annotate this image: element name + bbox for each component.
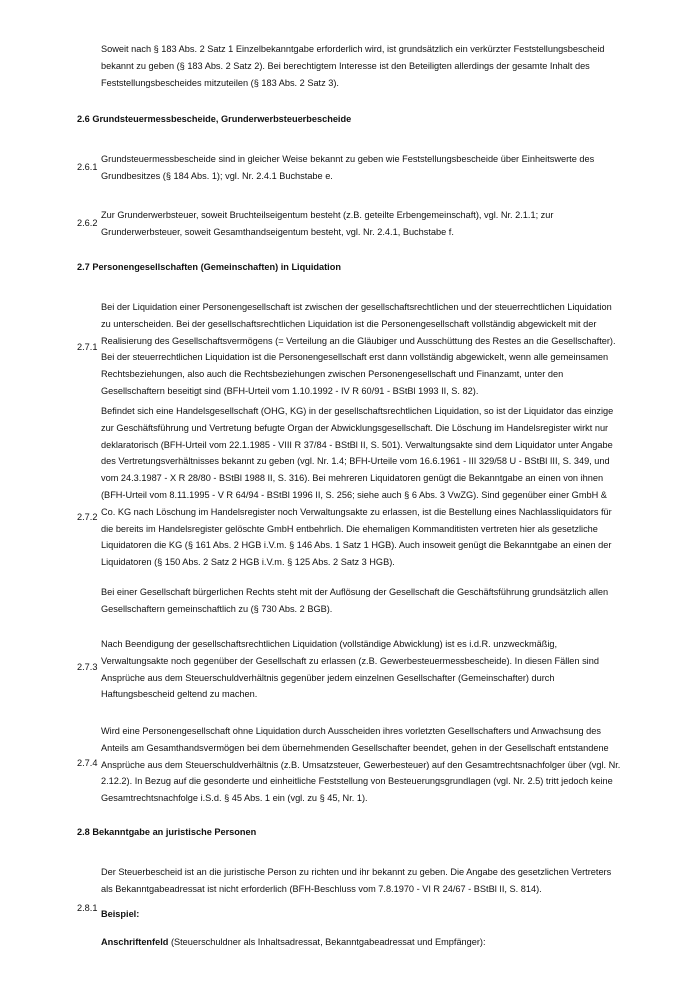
paragraph-2-7-2b: Bei einer Gesellschaft bürgerlichen Rechts steht mit der Auflösung der Gesellschaft die Geschäftsführung grundsätzlich allen Gesellschaftern gemeinschaftlich zu (§ 730 Abs. 2 BGB). [101, 587, 609, 614]
number-2-6-2: 2.6.2 [77, 218, 98, 228]
number-2-6-1: 2.6.1 [77, 162, 98, 172]
address-field-description: (Steuerschuldner als Inhaltsadressat, Bekanntgabeadressat und Empfänger): [168, 937, 486, 947]
paragraph-2-8-1: Der Steuerbescheid ist an die juristische Person zu richten und ihr bekannt zu geben. Die Angabe des gesetzlichen Vertreters als Bekanntgabeadressat ist nicht erforderlich (BFH-Beschluss vom 7.8.1970 - VI R 24/67 - BStBl II, S. 814). [101, 867, 612, 894]
number-2-7-3: 2.7.3 [77, 662, 98, 672]
number-2-8-1: 2.8.1 [77, 903, 98, 913]
number-2-7-4: 2.7.4 [77, 758, 98, 768]
number-2-7-1: 2.7.1 [77, 342, 98, 352]
intro-paragraph: Soweit nach § 183 Abs. 2 Satz 1 Einzelbekanntgabe erforderlich wird, ist grundsätzlich ein verkürzter Feststellungsbescheid bekannt zu geben (§ 183 Abs. 2 Satz 2). Bei berechtigtem Interesse ist den Beteiligten allerdings der gesamte Inhalt des Feststellungsbescheides mitzuteilen (§ 183 Abs. 2 Satz 3). [101, 44, 605, 88]
paragraph-2-7-4: Wird eine Personengesellschaft ohne Liquidation durch Ausscheiden ihres vorletzten Gesellschafters und Anwachsung des Anteils am Gesamthandsvermögen bei dem übernehmenden Gesellschafter beendet, gehen in der Gesellschaft entstandene Ansprüche aus dem Steuerschuldverhältnis (z.B. Umsatzsteuer, Gewerbesteuer) auf den Gesamtrechtsnachfolger über (vgl. Nr. 2.12.2). In Bezug auf die gesonderte und einheitliche Feststellung von Besteuerungsgrundlagen (vgl. Nr. 2.5) tritt jedoch keine Gesamtrechtsnachfolge i.S.d. § 45 Abs. 1 ein (vgl. zu § 45, Nr. 1). [101, 726, 621, 804]
address-field-label: Anschriftenfeld [101, 937, 169, 947]
paragraph-2-6-2: Zur Grunderwerbsteuer, soweit Bruchteilseigentum besteht (z.B. geteilte Erbengemeinschaft), vgl. Nr. 2.1.1; zur Grunderwerbsteuer, soweit Gesamthandseigentum besteht, vgl. Nr. 2.4.1, Buchstabe f. [101, 210, 554, 237]
paragraph-2-6-1: Grundsteuermessbescheide sind in gleicher Weise bekannt zu geben wie Feststellungsbescheide über Einheitswerte des Grundbesitzes (§ 184 Abs. 1); vgl. Nr. 2.4.1 Buchstabe e. [101, 154, 595, 181]
paragraph-2-7-2a: Befindet sich eine Handelsgesellschaft (OHG, KG) in der gesellschaftsrechtlichen Liquidation, so ist der Liquidator das einzige zur Geschäftsführung und Vertretung befugte Organ der Abwicklungsgesellschaft. Die Löschung im Handelsregister wirkt nur deklaratorisch (BFH-Urteil vom 22.1.1985 - VIII R 37/84 - BStBl II, S. 501). Verwaltungsakte sind dem Liquidator unter Angabe des Vertretungsverhältnisses bekannt zu geben (vgl. Nr. 1.4; BFH-Urteile vom 16.6.1961 - III 329/58 U - BStBl III, S. 349, und vom 24.3.1987 - X R 28/80 - BStBl 1988 II, S. 316). Bei mehreren Liquidatoren genügt die Bekanntgabe an einen von ihnen (BFH-Urteil vom 8.11.1995 - V R 64/94 - BStBl 1996 II, S. 256; siehe auch § 6 Abs. 3 VwZG). Sind gegenüber einer GmbH & Co. KG nach Löschung im Handelsregister noch Verwaltungsakte zu erlassen, ist die Bestellung eines Nachlassliquidators für die bereits im Handelsregister gelöschte GmbH entbehrlich. Die ehemaligen Kommanditisten vertreten hier als gesetzliche Liquidatoren die KG (§ 161 Abs. 2 HGB i.V.m. § 146 Abs. 1 Satz 1 HGB). Auch insoweit genügt die Bekanntgabe an einen der Liquidatoren (§ 150 Abs. 2 Satz 2 HGB i.V.m. § 125 Abs. 2 Satz 3 HGB). [101, 406, 614, 568]
paragraph-2-7-3: Nach Beendigung der gesellschaftsrechtlichen Liquidation (vollständige Abwicklung) ist es i.d.R. unzweckmäßig, Verwaltungsakte noch gegenüber der Gesellschaft zu erlassen (z.B. Gewerbesteuermessbescheide). In diesen Fällen sind Ansprüche aus dem Steuerschuldverhältnis gegenüber jedem einzelnen Gesellschafter (Gemeinschafter) durch Haftungsbescheid geltend zu machen. [101, 639, 599, 700]
heading-2-8: 2.8 Bekanntgabe an juristische Personen [77, 827, 257, 837]
heading-2-7: 2.7 Personengesellschaften (Gemeinschaften) in Liquidation [77, 262, 341, 272]
number-2-7-2: 2.7.2 [77, 512, 98, 522]
heading-2-6: 2.6 Grundsteuermessbescheide, Grunderwerbsteuerbescheide [77, 114, 352, 124]
paragraph-2-7-1: Bei der Liquidation einer Personengesellschaft ist zwischen der gesellschaftsrechtlichen und der steuerrechtlichen Liquidation zu unterscheiden. Bei der gesellschaftsrechtlichen Liquidation ist die Personengesellschaft vollständig abgewickelt mit der Realisierung des Gesellschaftsvermögens (= Verteilung an die Gläubiger und Ausschüttung des Restes an die Gesellschafter). Bei der steuerrechtlichen Liquidation ist die Personengesellschaft erst dann vollständig abgewickelt, wenn alle gemeinsamen Rechtsbeziehungen, also auch die Rechtsbeziehungen zwischen Personengesellschaft und Finanzamt, unter den Gesellschaftern beseitigt sind (BFH-Urteil vom 1.10.1992 - IV R 60/91 - BStBl 1993 II, S. 82). [101, 302, 616, 396]
address-field-paragraph [101, 934, 623, 951]
example-label: Beispiel: [101, 909, 140, 919]
